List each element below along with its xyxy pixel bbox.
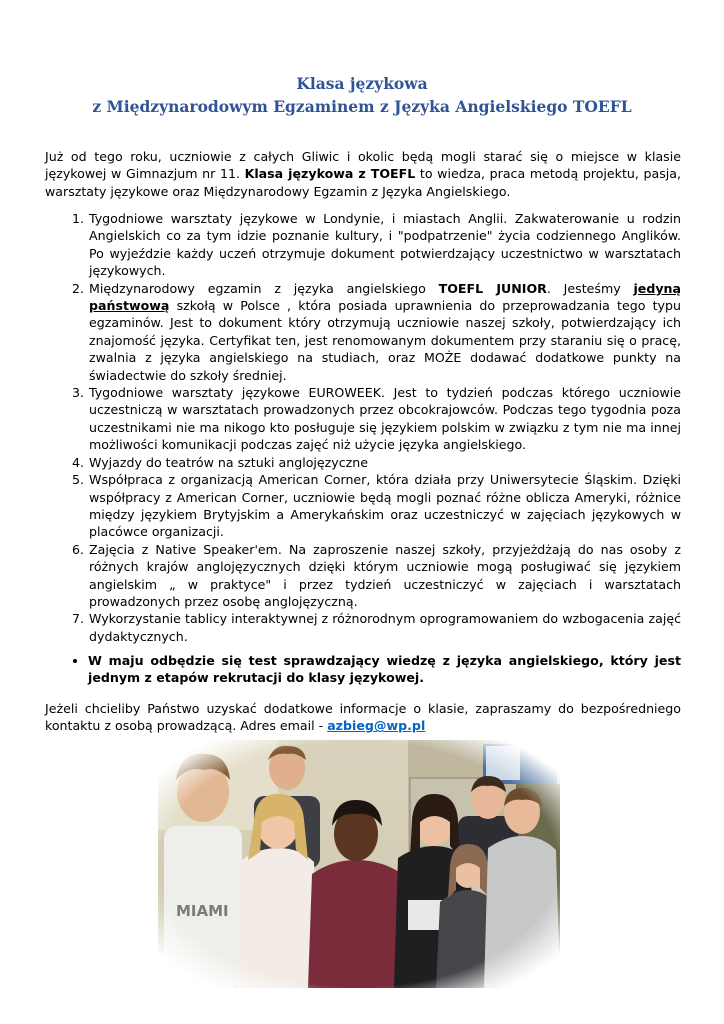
document-subtitle: z Międzynarodowym Egzaminem z Języka Angielskiego TOEFL: [92, 97, 632, 116]
exam-bullet: • W maju odbędzie się test sprawdzający wiedzę z języka angielskiego, który jest jednym z etapów rekrutacji do klasy językowej.: [88, 652, 681, 687]
list-item: [88, 280, 681, 384]
list-item-6-text: 6. Zajęcia z Native Speaker'em. Na zaproszenie naszej szkoły, przyjeżdżają do nas osoby z różnych krajów anglojęzycznych dzięki którym uczniowie mogą posługiwać się językiem angielskim „ w praktyce" i przez tydzień uczestniczyć w zajęciach i warsztatach prowadzonych przez osobę anglojęzyczną.: [89, 541, 681, 609]
list-item-2-part3: szkołą w Polsce , która posiada uprawnienia do przeprowadzania tego typu egzaminów. Jest to dokument który otrzymują uczniowie naszej szkoły, potwierdzający ich znajomość języka. Certyfikat ten, jest renomowanym dokumentem przy staraniu się o pracę, zwalnia z języka angielskiego na studiach, oraz MOŻE dodawać dodatkowe punkty na świadectwie do szkoły średniej.: [89, 298, 681, 383]
class-photo: [158, 740, 560, 988]
list-item-5-text: 5. Współpraca z organizacją American Corner, która działa przy Uniwersytecie Śląskim. Dzięki współpracy z American Corner, uczniowie będą mogli poznać różne oblicza Ameryki, różnice między językiem Brytyjskim a Amerykańskim oraz uczestniczyć w zajęciach językowych w placówce organizacji.: [89, 472, 681, 540]
exam-bullet-list: [45, 652, 681, 687]
document-title: Klasa językowa: [296, 74, 428, 93]
program-list: [45, 210, 681, 645]
list-item-2-text: [89, 280, 681, 384]
list-item-2-part2: . Jesteśmy: [546, 280, 634, 296]
intro-bold: Klasa językowa z TOEFL: [244, 166, 416, 182]
only-state-school-label: jedyną państwową: [89, 280, 682, 314]
list-item-1-text: 1. Tygodniowe warsztaty językowe w Londynie, i miastach Anglii. Zakwaterowanie u rodzin Angielskich co za tym idzie poznanie kultury, i "podpatrzenie" życia codziennego Anglików. Po wyjeździe każdy uczeń otrzymuje dokument potwierdzający uczestnictwo w warsztatach językowych.: [89, 211, 681, 279]
list-item-2-part1: Międzynarodowy egzamin z języka angielskiego: [89, 280, 439, 296]
toefl-junior-label: TOEFL JUNIOR: [438, 280, 547, 296]
list-item: [88, 210, 681, 280]
contact-text: Jeżeli chcieliby Państwo uzyskać dodatkowe informacje o klasie, zapraszamy do bezpośredniego kontaktu z osobą prowadzącą. Adres email -: [45, 701, 681, 734]
list-item-7-text: 7. Wykorzystanie tablicy interaktywnej z różnorodnym oprogramowaniem do wzbogacenia zajęć dydaktycznych.: [89, 611, 681, 644]
intro-text-1: Już od tego roku, uczniowie z całych Gliwic i okolic będą mogli starać się o miejsce w klasie językowej w Gimnazjum nr 11.: [45, 149, 681, 182]
list-item-4-text: 4. Wyjazdy do teatrów na sztuki anglojęzyczne: [89, 454, 368, 470]
list-item: [88, 384, 681, 454]
list-item: [88, 471, 681, 541]
list-item-3-text: 3. Tygodniowe warsztaty językowe EUROWEEK. Jest to tydzień podczas którego uczniowie uczestniczą w warsztatach prowadzonych przez obcokrajowców. Podczas tego tygodnia poza uczestnikami nie ma nikogo kto posługuje się językiem polskim w związku z tym nie ma innej możliwości komunikacji podczas zajęć niż użycie języka angielskiego.: [89, 385, 681, 453]
intro-text-2: to wiedza, praca metodą projektu, pasja, warsztaty językowe oraz Międzynarodowy Egzamin z Języka Angielskiego.: [45, 166, 681, 199]
email-link[interactable]: azbieg@wp.pl: [327, 718, 426, 734]
list-item: [88, 541, 681, 611]
intro-paragraph: [45, 148, 681, 200]
list-item: [88, 610, 681, 645]
list-item: [88, 454, 681, 471]
contact-paragraph: [45, 700, 681, 735]
